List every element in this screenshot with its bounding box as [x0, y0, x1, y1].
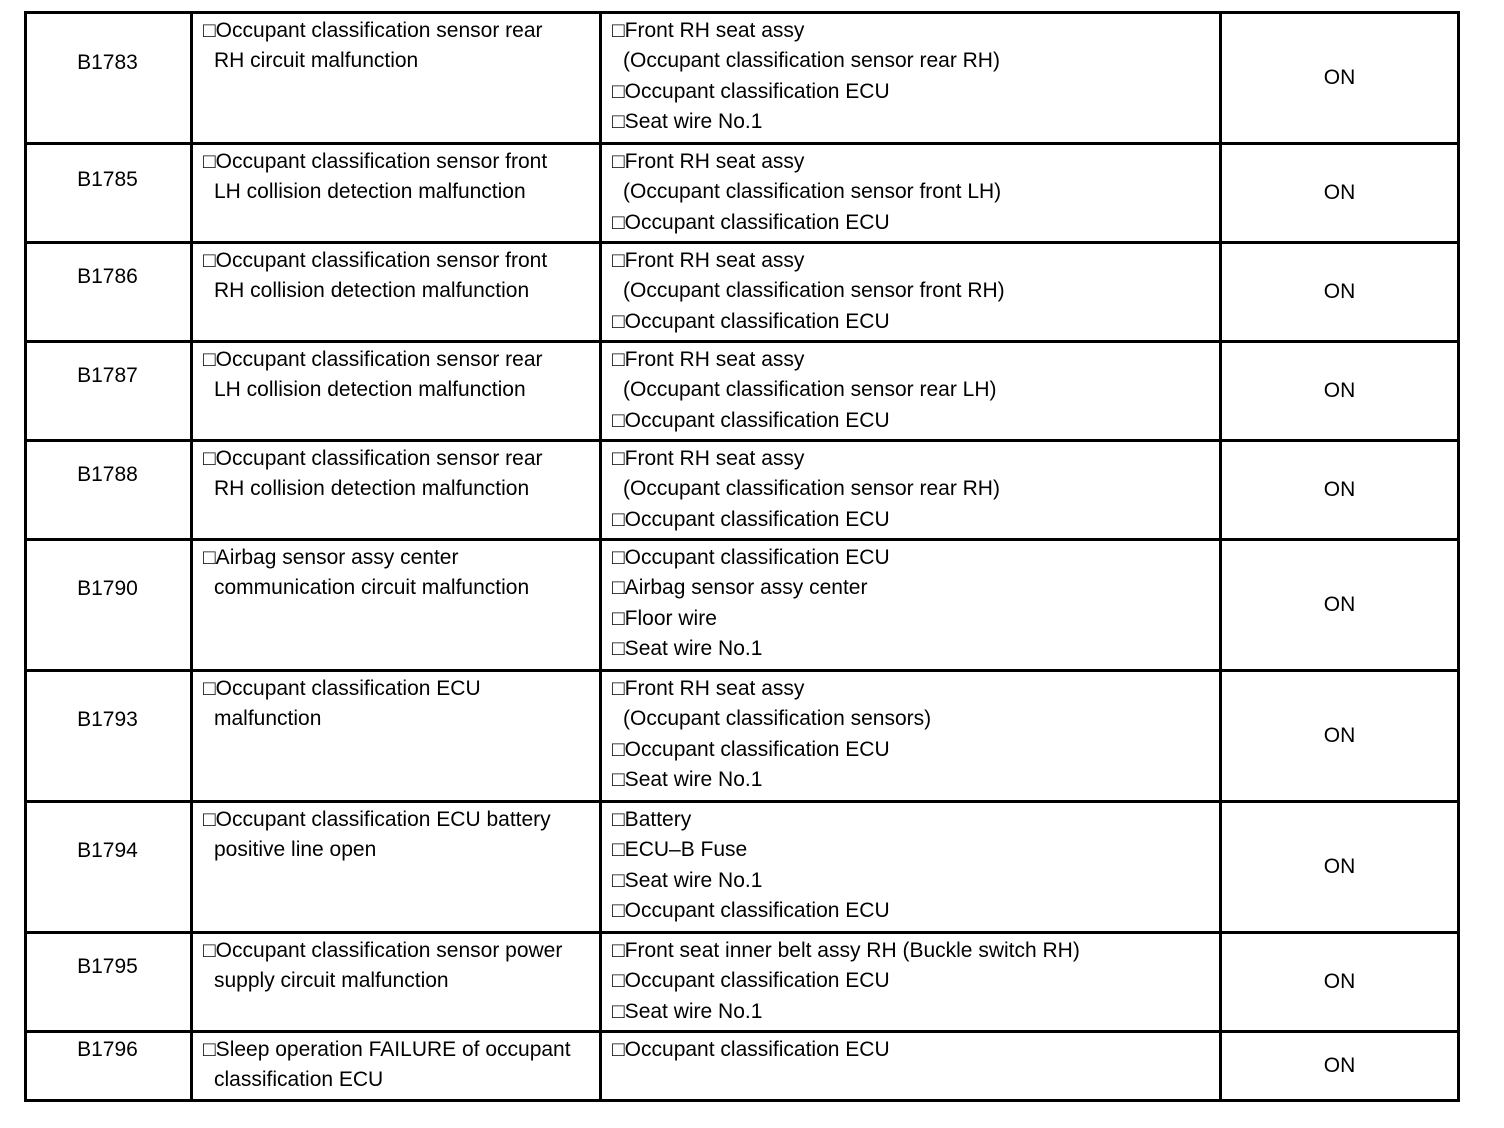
detection-item-line: □Occupant classification sensor rear: [203, 19, 543, 42]
warning-light-status: ON: [1323, 723, 1356, 747]
trouble-area-line: □Occupant classification ECU: [612, 210, 890, 234]
dtc-code-cell: [26, 540, 192, 671]
trouble-area-cell: [601, 243, 1221, 342]
trouble-area-line: □Front RH seat assy: [612, 249, 805, 272]
detection-item-line: LH collision detection malfunction: [214, 180, 526, 204]
detection-item-cell: [192, 441, 601, 540]
dtc-code: B1793: [77, 708, 138, 731]
warning-light-status: ON: [1323, 279, 1356, 303]
detection-item-line: □Occupant classification sensor rear: [203, 447, 543, 470]
detection-item-cell: [192, 933, 601, 1032]
table-row: [26, 13, 1459, 144]
dtc-code: B1795: [77, 955, 138, 978]
trouble-area-line: □Occupant classification ECU: [612, 309, 890, 333]
warning-light-cell: [1221, 144, 1459, 243]
trouble-area-line: □Occupant classification ECU: [612, 969, 890, 993]
trouble-area-line: □Front RH seat assy: [612, 677, 805, 700]
detection-item-line: supply circuit malfunction: [214, 969, 449, 993]
warning-light-status: ON: [1323, 180, 1356, 204]
table-row: [26, 802, 1459, 933]
detection-item-line: positive line open: [214, 838, 377, 862]
detection-item-cell: [192, 802, 601, 933]
trouble-area-line: □Occupant classification ECU: [612, 1038, 890, 1061]
trouble-area-line: (Occupant classification sensor front LH): [623, 180, 1002, 204]
table-row: [26, 342, 1459, 441]
dtc-code-cell: [26, 1032, 192, 1101]
detection-item-line: □Occupant classification sensor rear: [203, 348, 543, 371]
table-row: [26, 441, 1459, 540]
trouble-area-line: □Airbag sensor assy center: [612, 576, 868, 600]
warning-light-cell: [1221, 540, 1459, 671]
dtc-code-cell: [26, 342, 192, 441]
detection-item-cell: [192, 13, 601, 144]
warning-light-status: ON: [1323, 378, 1356, 402]
dtc-code-cell: [26, 243, 192, 342]
trouble-area-cell: [601, 13, 1221, 144]
trouble-area-line: (Occupant classification sensor front RH): [623, 279, 1005, 303]
trouble-area-line: □Seat wire No.1: [612, 636, 763, 660]
trouble-area-cell: [601, 802, 1221, 933]
trouble-area-line: □Seat wire No.1: [612, 999, 763, 1023]
warning-light-cell: [1221, 441, 1459, 540]
dtc-code-cell: [26, 144, 192, 243]
detection-item-line: □Occupant classification sensor front: [203, 150, 548, 173]
trouble-area-cell: [601, 441, 1221, 540]
trouble-area-line: (Occupant classification sensor rear RH): [623, 477, 1000, 501]
warning-light-cell: [1221, 13, 1459, 144]
warning-light-status: ON: [1323, 854, 1356, 878]
warning-light-status: ON: [1323, 65, 1356, 89]
trouble-area-line: □Front RH seat assy: [612, 150, 805, 173]
warning-light-cell: [1221, 802, 1459, 933]
trouble-area-cell: [601, 342, 1221, 441]
trouble-area-line: □Occupant classification ECU: [612, 898, 890, 922]
detection-item-line: □Occupant classification sensor power: [203, 939, 563, 962]
trouble-area-line: □Occupant classification ECU: [612, 737, 890, 761]
trouble-area-cell: [601, 144, 1221, 243]
trouble-area-line: □Seat wire No.1: [612, 868, 763, 892]
detection-item-cell: [192, 671, 601, 802]
detection-item-line: □Airbag sensor assy center: [203, 546, 459, 569]
trouble-area-cell: [601, 1032, 1221, 1101]
trouble-area-line: □ECU–B Fuse: [612, 838, 748, 862]
dtc-code: B1785: [77, 168, 138, 191]
dtc-code-cell: [26, 13, 192, 144]
detection-item-line: □Sleep operation FAILURE of occupant: [203, 1038, 571, 1061]
trouble-area-line: (Occupant classification sensor rear RH): [623, 49, 1000, 73]
trouble-area-cell: [601, 671, 1221, 802]
detection-item-line: □Occupant classification ECU battery: [203, 808, 551, 831]
dtc-table: [24, 11, 1460, 1102]
warning-light-status: ON: [1323, 1053, 1356, 1077]
warning-light-cell: [1221, 1032, 1459, 1101]
warning-light-status: ON: [1323, 592, 1356, 616]
detection-item-cell: [192, 1032, 601, 1101]
detection-item-line: □Occupant classification sensor front: [203, 249, 548, 272]
table-row: [26, 671, 1459, 802]
detection-item-cell: [192, 243, 601, 342]
dtc-code-cell: [26, 671, 192, 802]
trouble-area-line: □Front seat inner belt assy RH (Buckle switch RH): [612, 939, 1080, 962]
detection-item-line: classification ECU: [214, 1068, 384, 1092]
dtc-code: B1788: [77, 463, 138, 486]
trouble-area-line: □Front RH seat assy: [612, 348, 805, 371]
detection-item-line: RH circuit malfunction: [214, 49, 419, 73]
dtc-code: B1790: [77, 577, 138, 600]
warning-light-cell: [1221, 342, 1459, 441]
detection-item-line: □Occupant classification ECU: [203, 677, 481, 700]
trouble-area-line: □Front RH seat assy: [612, 447, 805, 470]
trouble-area-cell: [601, 540, 1221, 671]
table-row: [26, 933, 1459, 1032]
warning-light-status: ON: [1323, 969, 1356, 993]
trouble-area-line: □Occupant classification ECU: [612, 79, 890, 103]
table-row: [26, 540, 1459, 671]
detection-item-cell: [192, 144, 601, 243]
dtc-code: B1783: [77, 51, 138, 74]
warning-light-status: ON: [1323, 477, 1356, 501]
trouble-area-line: □Seat wire No.1: [612, 767, 763, 791]
dtc-table-body: [26, 13, 1459, 1101]
dtc-code: B1796: [77, 1038, 138, 1061]
warning-light-cell: [1221, 933, 1459, 1032]
trouble-area-line: □Occupant classification ECU: [612, 408, 890, 432]
warning-light-cell: [1221, 243, 1459, 342]
dtc-code-cell: [26, 933, 192, 1032]
trouble-area-line: □Seat wire No.1: [612, 109, 763, 133]
trouble-area-line: □Occupant classification ECU: [612, 507, 890, 531]
dtc-code: B1794: [77, 839, 138, 862]
detection-item-cell: [192, 342, 601, 441]
detection-item-line: LH collision detection malfunction: [214, 378, 526, 402]
detection-item-line: malfunction: [214, 707, 322, 731]
trouble-area-cell: [601, 933, 1221, 1032]
dtc-code-cell: [26, 441, 192, 540]
dtc-code: B1787: [77, 364, 138, 387]
detection-item-line: RH collision detection malfunction: [214, 477, 530, 501]
dtc-code-cell: [26, 802, 192, 933]
table-row: [26, 144, 1459, 243]
table-row: [26, 1032, 1459, 1101]
warning-light-cell: [1221, 671, 1459, 802]
trouble-area-line: □Floor wire: [612, 606, 717, 630]
trouble-area-line: □Occupant classification ECU: [612, 546, 890, 569]
detection-item-line: communication circuit malfunction: [214, 576, 530, 600]
table-row: [26, 243, 1459, 342]
detection-item-cell: [192, 540, 601, 671]
trouble-area-line: (Occupant classification sensors): [623, 707, 932, 731]
detection-item-line: RH collision detection malfunction: [214, 279, 530, 303]
trouble-area-line: □Battery: [612, 808, 692, 831]
dtc-code: B1786: [77, 265, 138, 288]
trouble-area-line: □Front RH seat assy: [612, 19, 805, 42]
trouble-area-line: (Occupant classification sensor rear LH): [623, 378, 997, 402]
